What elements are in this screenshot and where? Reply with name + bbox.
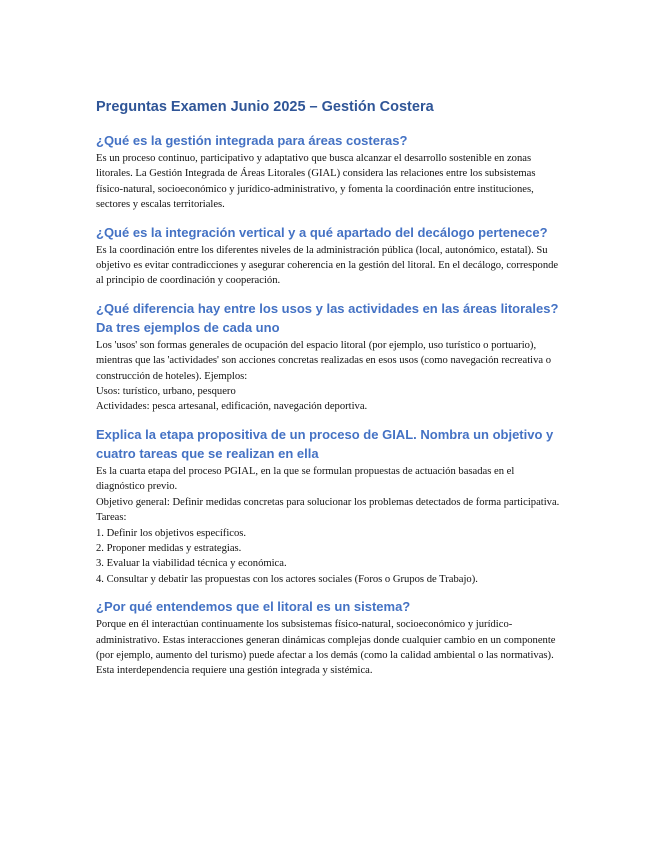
question-heading: ¿Por qué entendemos que el litoral es un sistema?	[96, 599, 411, 615]
answer-line: Usos: turístico, urbano, pesquero	[96, 386, 236, 398]
qa-section-1	[96, 131, 560, 213]
document-title: Preguntas Examen Junio 2025 – Gestión Costera	[96, 99, 434, 115]
answer-text	[96, 464, 560, 587]
answer-line: 4. Consultar y debatir las propuestas con los actores sociales (Foros o Grupos de Trabajo).	[96, 573, 478, 585]
answer-line: Es un proceso continuo, participativo y adaptativo que busca alcanzar el desarrollo sostenible en zonas litorales. La Gestión Integrada de Áreas Litorales (GIAL) considera las relaciones entre los subsistemas físico-natural, socioeconómico y jurídico-administrativo, y fomenta la coordinación entre instituciones, sectores y escalas territoriales.	[96, 153, 536, 211]
question-heading: ¿Qué es la integración vertical y a qué apartado del decálogo pertenece?	[96, 224, 548, 240]
question-heading: ¿Qué diferencia hay entre los usos y las actividades en las áreas litorales? Da tres ejemplos de cada uno	[96, 300, 559, 335]
answer-line: Porque en él interactúan continuamente los subsistemas físico-natural, socioeconómico y jurídico-administrativo. Estas interacciones generan dinámicas complejas donde cualquier cambio en un componente (por ejemplo, aumento del turismo) puede afectar a los demás (como la calidad ambiental o las normativas). Esta interdependencia requiere una gestión integrada y sistémica.	[96, 619, 556, 677]
document-page	[96, 98, 560, 689]
answer-line: Es la coordinación entre los diferentes niveles de la administración pública (local, autonómico, estatal). Su objetivo es evitar contradicciones y asegurar coherencia en la gestión del litoral. En el decálogo, corresponde al principio de coordinación y cooperación.	[96, 244, 559, 287]
qa-section-4	[96, 425, 560, 587]
qa-section-2	[96, 223, 560, 289]
answer-line: Tareas:	[96, 512, 127, 524]
answer-line: 1. Definir los objetivos específicos.	[96, 527, 247, 539]
answer-line: 2. Proponer medidas y estrategias.	[96, 542, 242, 554]
qa-section-3	[96, 299, 560, 415]
qa-section-5	[96, 597, 560, 679]
answer-text	[96, 151, 560, 213]
answer-text	[96, 243, 560, 289]
answer-line: Los 'usos' son formas generales de ocupación del espacio litoral (por ejemplo, uso turístico o portuario), mientras que las 'actividades' son acciones concretas realizadas en esos usos (como navegación recreativa o construcción de hoteles). Ejemplos:	[96, 339, 552, 382]
question-heading: ¿Qué es la gestión integrada para áreas costeras?	[96, 133, 408, 148]
answer-line: Objetivo general: Definir medidas concretas para solucionar los problemas detectados de forma participativa.	[96, 496, 560, 508]
answer-text	[96, 338, 560, 415]
answer-line: Actividades: pesca artesanal, edificación, navegación deportiva.	[96, 401, 368, 413]
answer-line: Es la cuarta etapa del proceso PGIAL, en la que se formulan propuestas de actuación basadas en el diagnóstico previo.	[96, 465, 515, 493]
question-heading: Explica la etapa propositiva de un proceso de GIAL. Nombra un objetivo y cuatro tareas que se realizan en ella	[96, 426, 554, 461]
answer-line: 3. Evaluar la viabilidad técnica y económica.	[96, 558, 287, 570]
answer-text	[96, 617, 560, 679]
